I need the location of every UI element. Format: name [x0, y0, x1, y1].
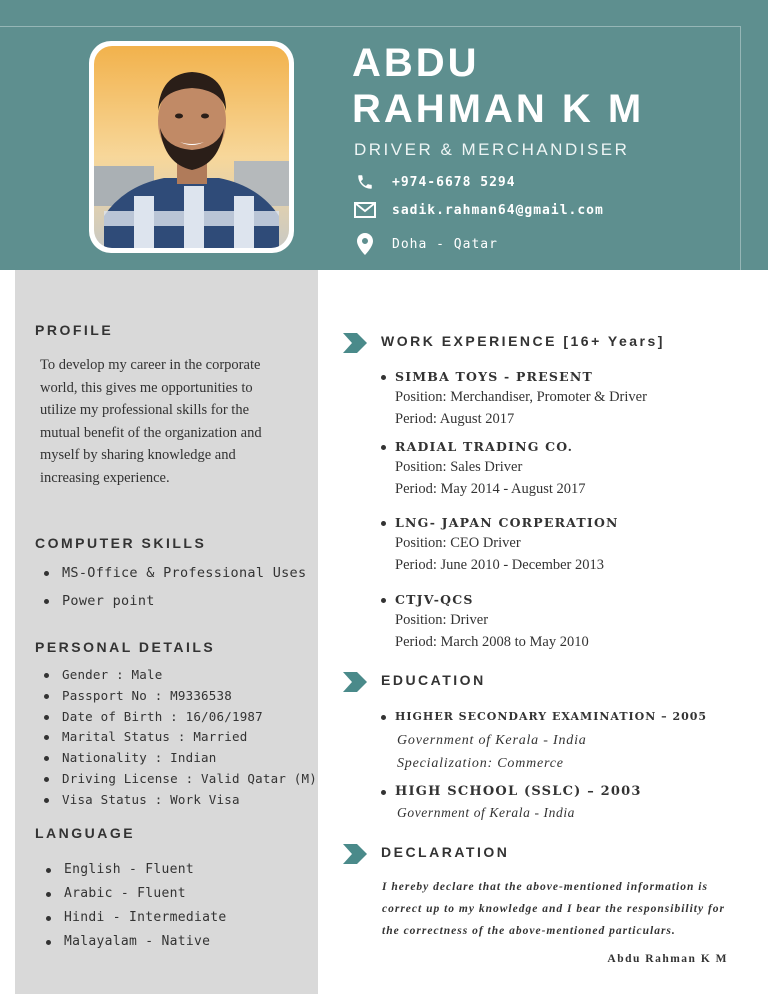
- language-heading: LANGUAGE: [35, 825, 136, 841]
- phone-icon: [354, 171, 376, 193]
- job-entry: [380, 438, 740, 500]
- job-period: Period: June 2010 - December 2013: [395, 557, 604, 573]
- name-line-1: ABDU: [352, 41, 480, 85]
- signature-name: Abdu Rahman K M: [607, 953, 728, 965]
- list-item: Hindi - Intermediate: [44, 909, 227, 933]
- job-position: Position: Sales Driver: [395, 459, 523, 475]
- declaration-text: I hereby declare that the above-mentioned information is correct up to my knowledge and I bear the responsibility for the correctness of the above-mentioned particulars.: [382, 881, 726, 937]
- job-period: Period: March 2008 to May 2010: [395, 634, 589, 650]
- list-item: English - Fluent: [44, 861, 227, 885]
- education-name: HIGH SCHOOL (SSLC) – 2003: [380, 783, 740, 801]
- profile-text: To develop my career in the corporate world, this gives me opportunities to utilize my professional skills for the mutual benefit of the organization and myself by sharing knowledge and increasing experience.: [40, 357, 262, 486]
- computer-skills-list: [42, 563, 306, 619]
- declaration-heading: DECLARATION: [381, 844, 510, 860]
- job-position: Position: Driver: [395, 612, 489, 628]
- email-address: sadik.rahman64@gmail.com: [392, 202, 604, 218]
- list-item: Visa Status : Work Visa: [42, 791, 317, 812]
- personal-details-heading: PERSONAL DETAILS: [35, 639, 216, 655]
- language-list: [44, 861, 227, 957]
- list-item: Gender : Male: [42, 666, 317, 687]
- education-heading: EDUCATION: [381, 672, 486, 688]
- contact-phone: [354, 171, 516, 193]
- company-name: RADIAL TRADING CO.: [380, 438, 740, 456]
- location-pin-icon: [354, 233, 376, 255]
- list-item: Power point: [42, 591, 306, 619]
- header-divider: [0, 26, 740, 27]
- location-text: Doha - Qatar: [392, 236, 498, 252]
- computer-skills-heading: COMPUTER SKILLS: [35, 535, 207, 551]
- job-entry: [380, 591, 740, 653]
- job-position: Position: CEO Driver: [395, 535, 521, 551]
- list-item: MS-Office & Professional Uses: [42, 563, 306, 591]
- company-name: CTJV-QCS: [380, 591, 740, 609]
- education-board: Government of Kerala - India: [397, 733, 587, 748]
- job-entry: [380, 368, 740, 430]
- education-entry: [380, 783, 740, 824]
- profile-photo-frame: [89, 41, 294, 253]
- phone-number: +974-6678 5294: [392, 174, 516, 190]
- list-item: Nationality : Indian: [42, 749, 317, 770]
- job-period: Period: May 2014 - August 2017: [395, 481, 586, 497]
- education-name: HIGHER SECONDARY EXAMINATION – 2005: [380, 708, 740, 726]
- contact-location: [354, 233, 498, 255]
- chevron-right-icon: [343, 844, 367, 864]
- list-item: Marital Status : Married: [42, 728, 317, 749]
- mail-icon: [354, 199, 376, 221]
- job-title: DRIVER & MERCHANDISER: [354, 140, 630, 159]
- chevron-right-icon: [343, 672, 367, 692]
- job-position: Position: Merchandiser, Promoter & Driver: [395, 389, 647, 405]
- work-experience-heading: WORK EXPERIENCE [16+ Years]: [381, 333, 665, 349]
- contact-email: [354, 199, 604, 221]
- job-entry: [380, 514, 740, 576]
- company-name: LNG- JAPAN CORPERATION: [380, 514, 740, 532]
- profile-photo: [94, 46, 289, 248]
- header-divider-vertical: [740, 26, 741, 270]
- job-period: Period: August 2017: [395, 411, 515, 427]
- education-entry: [380, 708, 740, 775]
- education-specialization: Specialization: Commerce: [397, 756, 564, 771]
- personal-details-list: [42, 666, 317, 812]
- list-item: Driving License : Valid Qatar (M): [42, 770, 317, 791]
- list-item: Malayalam - Native: [44, 933, 227, 957]
- name-line-2: RAHMAN K M: [352, 87, 645, 131]
- list-item: Date of Birth : 16/06/1987: [42, 708, 317, 729]
- education-board: Government of Kerala - India: [397, 805, 576, 820]
- chevron-right-icon: [343, 333, 367, 353]
- list-item: Arabic - Fluent: [44, 885, 227, 909]
- company-name: SIMBA TOYS - PRESENT: [380, 368, 740, 386]
- candidate-name: [352, 40, 644, 132]
- header-banner: [0, 0, 768, 270]
- list-item: Passport No : M9336538: [42, 687, 317, 708]
- profile-heading: PROFILE: [35, 322, 114, 338]
